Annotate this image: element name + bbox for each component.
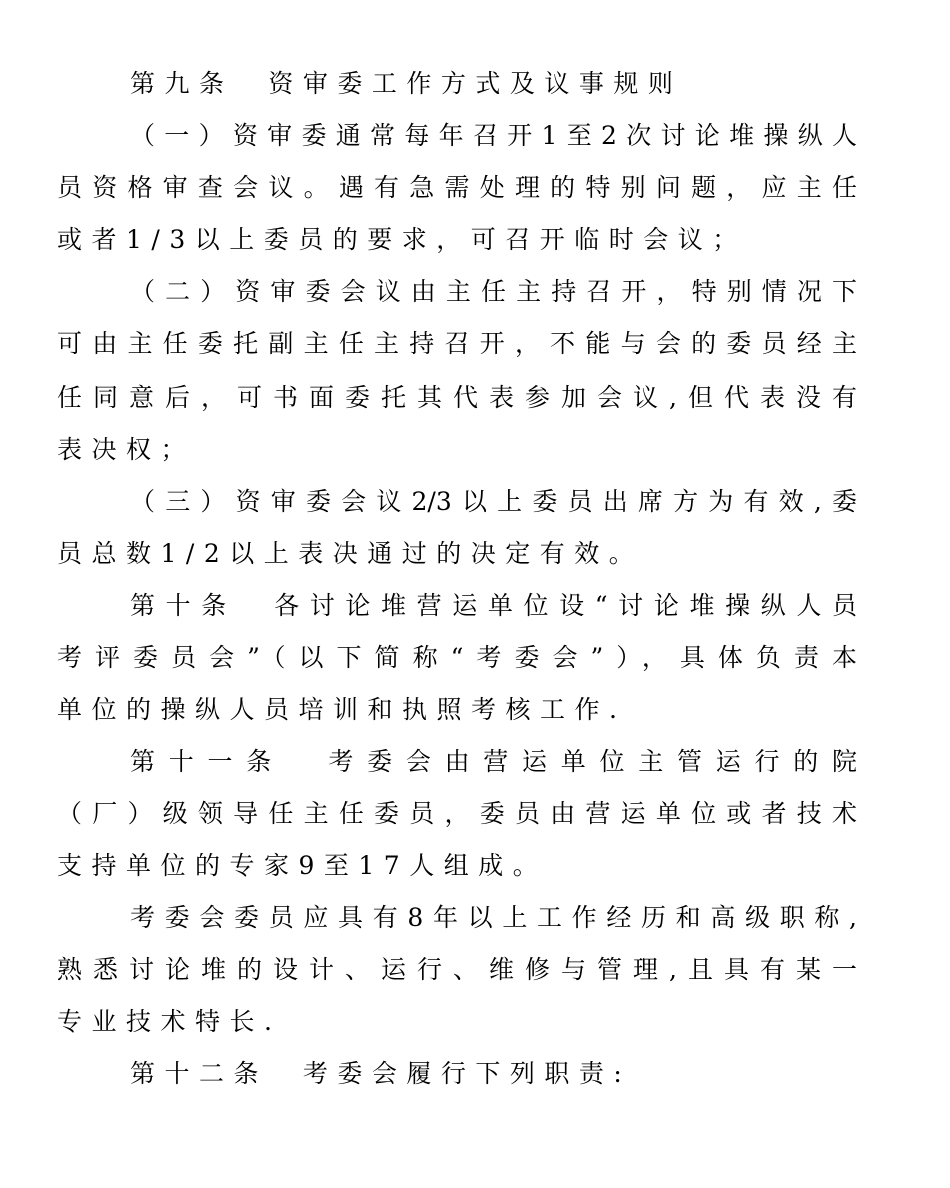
article-10-line-1: 第十条 各讨论堆营运单位设“讨论堆操纵人员 (130, 591, 857, 620)
clause-2-line-4: 表决权； (57, 435, 196, 464)
article-10-line-2: 考评委员会”（以下简称“考委会”），具体负责本 (57, 643, 857, 672)
article-9-heading: 第九条 资审委工作方式及议事规则 (130, 69, 683, 98)
clause-2-line-3: 任同意后，可书面委托其代表参加会议,但代表没有 (57, 383, 857, 412)
member-qualification-line-2: 熟悉讨论堆的设计、运行、维修与管理,且具有某一 (57, 955, 857, 984)
article-10-line-3: 单位的操纵人员培训和执照考核工作. (57, 695, 627, 724)
member-qualification-line-1: 考委会委员应具有8年以上工作经历和高级职称, (130, 903, 857, 932)
clause-1-line-1: （一）资审委通常每年召开1至2次讨论堆操纵人 (130, 121, 857, 150)
member-qualification-line-3: 专业技术特长. (57, 1007, 282, 1036)
clause-2-line-2: 可由主任委托副主任主持召开，不能与会的委员经主 (57, 329, 857, 358)
clause-3-line-1: （三）资审委会议2/3以上委员出席方为有效,委 (130, 487, 857, 516)
clause-2-line-1: （二）资审委会议由主任主持召开，特别情况下 (130, 277, 857, 306)
article-11-line-1: 第十一条 考委会由营运单位主管运行的院 (130, 747, 857, 776)
clause-1-line-2: 员资格审查会议。遇有急需处理的特别问题，应主任 (57, 173, 857, 202)
clause-3-line-2: 员总数1/2以上表决通过的决定有效。 (57, 539, 644, 568)
article-12-heading: 第十二条 考委会履行下列职责: (130, 1059, 632, 1088)
article-11-line-2: （厂）级领导任主任委员，委员由营运单位或者技术 (57, 799, 857, 828)
clause-1-line-3: 或者1/3以上委员的要求，可召开临时会议； (57, 225, 747, 254)
article-11-line-3: 支持单位的专家9至17人组成。 (57, 851, 548, 880)
